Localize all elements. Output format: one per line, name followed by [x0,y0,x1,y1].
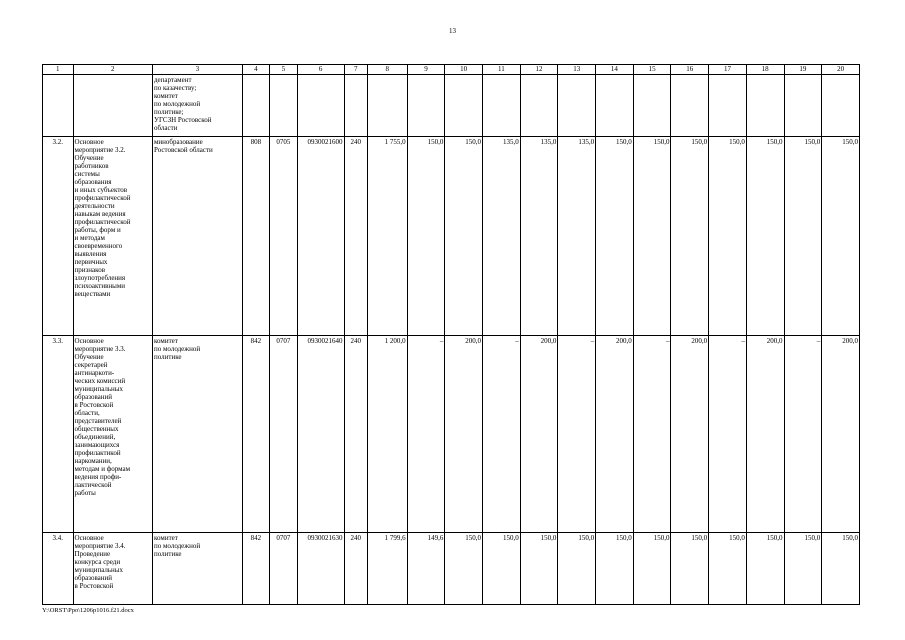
column-header: 7 [344,65,367,75]
amount-cell: – [558,335,596,532]
column-header: 1 [43,65,74,75]
amount-cell: 200,0 [746,335,784,532]
amount-cell: 150,0 [822,532,860,604]
activity-name-line: и иных субъектов [74,186,128,195]
activity-name-line: секретарей [74,360,108,369]
activity-name-line: психоактивными [74,282,126,291]
amount-cell: 150,0 [709,532,747,604]
amount-cell: 1 755,0 [367,137,407,336]
column-header: 20 [822,65,860,75]
activity-name-line: ческих комиссий [74,376,126,385]
amount-cell [520,75,558,137]
amount-cell: 150,0 [596,532,634,604]
activity-name-line: Основное [74,336,104,345]
executor-line: по молодежной [154,100,201,108]
amount-cell: 150,0 [633,532,671,604]
header-row [43,65,860,75]
table-row [43,335,860,532]
amount-cell [558,75,596,137]
executor-line: области [154,124,178,132]
amount-cell [671,75,709,137]
section-code: 0707 [270,335,298,532]
activity-name-line: системы [74,170,100,179]
amount-cell: 150,0 [709,137,747,336]
activity-name-line: образований [74,392,112,401]
activity-name-line: Обучение [74,352,104,361]
column-header: 12 [520,65,558,75]
amount-cell: – [709,335,747,532]
activity-name-line: веществами [74,290,111,299]
amount-cell [709,75,747,137]
activity-name-line: профилактической [74,218,131,227]
amount-cell [445,75,483,137]
column-header: 4 [242,65,270,75]
executor-line: по молодежной [154,344,201,353]
activity-name-line: области, [74,408,100,417]
page-number: 13 [449,27,456,35]
activity-name-line: злоупотребления [74,274,126,283]
activity-name-line: выявления [74,250,107,259]
activity-name-line: и методам [74,234,105,243]
column-header: 11 [483,65,521,75]
amount-cell: 150,0 [784,137,822,336]
executor-line: минобразование [154,138,203,147]
executor-line: комитет [154,92,178,100]
activity-name-line: в Ростовской [74,581,114,590]
activity-name-line: мероприятие 3.2. [74,146,126,155]
executor-line: политике [154,352,182,361]
activity-name-line: ведения профи- [74,472,122,481]
section-code: 0705 [270,137,298,336]
amount-cell [407,75,445,137]
amount-cell: 150,0 [520,532,558,604]
target-article-code [297,75,344,137]
amount-cell: 200,0 [596,335,634,532]
amount-cell: – [407,335,445,532]
row-number: 3.2. [43,137,74,336]
activity-name [73,75,152,137]
column-header: 16 [671,65,709,75]
executor-line: комитет [154,336,178,345]
table-row [43,137,860,336]
expense-type-code: 240 [344,137,367,336]
activity-name-line: профилактикой [74,448,121,457]
activity-name-line: деятельности [74,202,115,211]
expense-type-code: 240 [344,532,367,604]
activity-name [73,532,152,604]
activity-name-line: Основное [74,138,104,147]
amount-cell [633,75,671,137]
grbs-code: 808 [242,137,270,336]
activity-name [73,335,152,532]
activity-name-line: Проведение [74,549,111,558]
executor-line: по молодежной [154,541,201,550]
activity-name-line: представителей [74,416,122,425]
expense-type-code: 240 [344,335,367,532]
amount-cell: – [483,335,521,532]
column-header: 5 [270,65,298,75]
activity-name-line: наркомании, [74,456,112,465]
section-code [270,75,298,137]
activity-name-line: Обучение [74,154,104,163]
target-article-code: 0930021600 [297,137,344,336]
executor-line: политике; [154,108,184,116]
executor [153,75,243,137]
activity-name-line: занимающихся [74,440,120,449]
executor [153,335,243,532]
amount-cell: 135,0 [558,137,596,336]
amount-cell: 150,0 [407,137,445,336]
amount-cell: – [784,335,822,532]
column-header: 9 [407,65,445,75]
amount-cell [596,75,634,137]
row-number: 3.3. [43,335,74,532]
executor-line: комитет [154,533,178,542]
amount-cell [784,75,822,137]
section-code: 0707 [270,532,298,604]
activity-name-line: профилактической [74,194,131,203]
activity-name-line: признаков [74,266,106,275]
amount-cell [367,75,407,137]
grbs-code [242,75,270,137]
amount-cell: 200,0 [520,335,558,532]
activity-name-line: лактической [74,480,112,489]
amount-cell [483,75,521,137]
activity-name-line: методам и формам [74,464,131,473]
executor-line: политике [154,549,182,558]
grbs-code: 842 [242,335,270,532]
activity-name-line: мероприятие 3.4. [74,541,126,550]
activity-name-line: муниципальных [74,384,124,393]
executor [153,137,243,336]
column-header: 15 [633,65,671,75]
row-number: 3.4. [43,532,74,604]
activity-name-line: навыкам ведения [74,210,126,219]
amount-cell: 150,0 [822,137,860,336]
activity-name-line: муниципальных [74,565,124,574]
column-header: 13 [558,65,596,75]
activity-name-line: образований [74,573,112,582]
program-table [42,64,860,605]
amount-cell: 1 200,0 [367,335,407,532]
column-header: 8 [367,65,407,75]
activity-name-line: в Ростовской [74,400,114,409]
amount-cell: 135,0 [483,137,521,336]
amount-cell: 149,6 [407,532,445,604]
column-header: 17 [709,65,747,75]
amount-cell: 200,0 [445,335,483,532]
amount-cell: 200,0 [671,335,709,532]
column-header: 3 [153,65,243,75]
executor-line: Ростовской области [154,146,213,155]
amount-cell: 150,0 [445,137,483,336]
amount-cell: 150,0 [483,532,521,604]
grbs-code: 842 [242,532,270,604]
amount-cell: 200,0 [822,335,860,532]
amount-cell: 1 799,6 [367,532,407,604]
amount-cell: 150,0 [671,532,709,604]
activity-name [73,137,152,336]
table-row [43,532,860,604]
amount-cell: 150,0 [746,532,784,604]
executor [153,532,243,604]
amount-cell [822,75,860,137]
amount-cell: 150,0 [746,137,784,336]
amount-cell: 150,0 [596,137,634,336]
column-header: 18 [746,65,784,75]
activity-name-line: конкурса среди [74,557,121,566]
executor-line: УГСЗН Ростовской [154,116,212,124]
amount-cell: 150,0 [445,532,483,604]
amount-cell: 150,0 [558,532,596,604]
activity-name-line: объединений, [74,432,116,441]
target-article-code: 0930021640 [297,335,344,532]
activity-name-line: работы, форм и [74,226,121,235]
file-path: Y:\ORST\Ppo\1206p1016.f21.docx [42,607,134,614]
amount-cell: 150,0 [671,137,709,336]
activity-name-line: мероприятие 3.3. [74,344,126,353]
table-row [43,75,860,137]
amount-cell: 135,0 [520,137,558,336]
column-header: 14 [596,65,634,75]
expense-type-code [344,75,367,137]
row-number [43,75,74,137]
activity-name-line: образования [74,178,112,187]
activity-name-line: общественных [74,424,119,433]
activity-name-line: работников [74,162,109,171]
activity-name-line: первичных [74,258,108,267]
activity-name-line: своевременного [74,242,123,251]
column-header: 19 [784,65,822,75]
column-header: 6 [297,65,344,75]
amount-cell: 150,0 [633,137,671,336]
amount-cell [746,75,784,137]
activity-name-line: работы [74,488,96,497]
activity-name-line: Основное [74,533,104,542]
activity-name-line: антинаркоти- [74,368,115,377]
amount-cell: 150,0 [784,532,822,604]
column-header: 10 [445,65,483,75]
column-header: 2 [73,65,152,75]
target-article-code: 0930021630 [297,532,344,604]
amount-cell: – [633,335,671,532]
executor-line: по казачеству; [154,84,197,92]
executor-line: департамент [154,76,192,84]
